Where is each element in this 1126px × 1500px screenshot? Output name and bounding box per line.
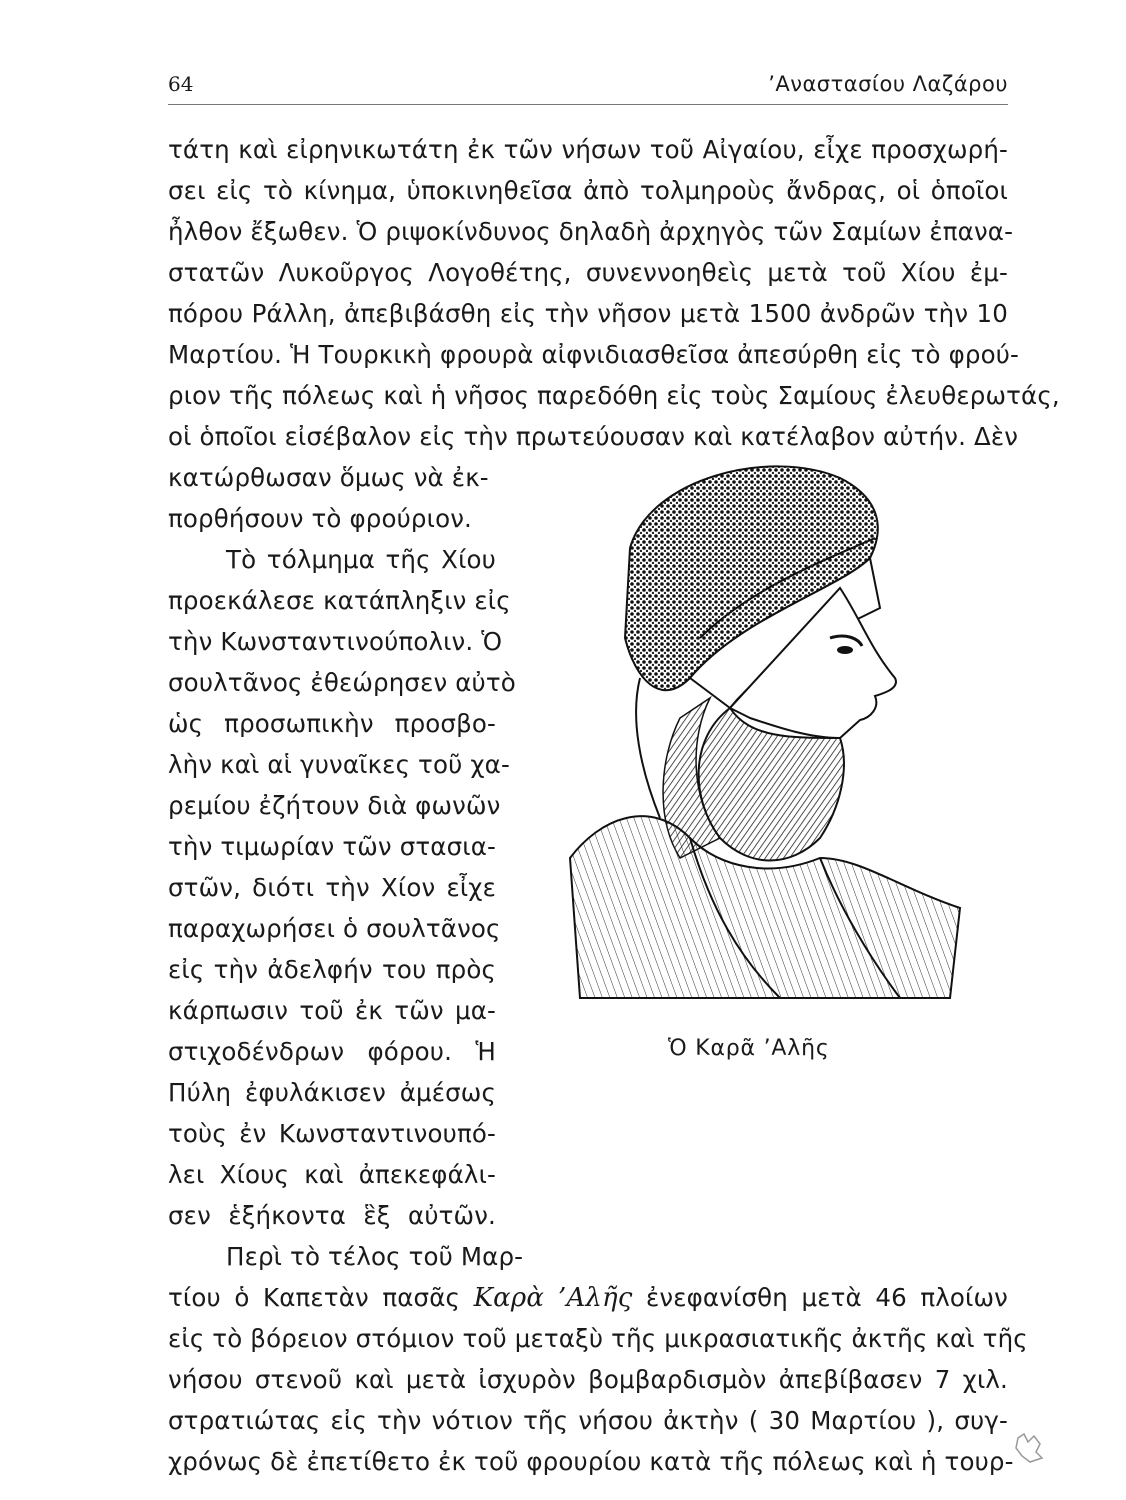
text-line: Τὸ τόλμημα τῆς Χίου [226, 545, 496, 574]
text-line: οἱ ὁποῖοι εἰσέβαλον εἰς τὴν πρωτεύουσαν καὶ κατέλαβον αὐτήν. Δὲν [168, 422, 1019, 451]
text-line: λὴν καὶ αἱ γυναῖκες τοῦ χα- [168, 750, 510, 779]
text-line: σουλτᾶνος ἐθεώρησεν αὐτὸ [168, 668, 516, 697]
page-number: 64 [168, 72, 194, 96]
text-line: Περὶ τὸ τέλος τοῦ Μαρ- [226, 1242, 524, 1271]
text-line: Πύλη ἐφυλάκισεν ἀμέσως [168, 1078, 496, 1107]
text-before-name: τίου ὁ Καπετὰν πασᾶς [168, 1283, 461, 1312]
portrait-engraving [540, 438, 990, 1018]
text-line: προεκάλεσε κατάπληξιν εἰς [168, 586, 511, 615]
text-line: σει εἰς τὸ κίνημα, ὑποκινηθεῖσα ἀπὸ τολμηροὺς ἄνδρας, οἱ ὁποῖοι [168, 176, 1008, 205]
text-line: στατῶν Λυκοῦργος Λογοθέτης, συνεννοηθεὶς μετὰ τοῦ Χίου ἐμ- [168, 258, 1008, 287]
header-rule [168, 104, 1008, 105]
running-title: ’Αναστασίου Λαζάρου [768, 72, 1008, 96]
text-line: χρόνως δὲ ἐπετίθετο ἐκ τοῦ φρουρίου κατὰ τῆς πόλεως καὶ ἡ τουρ- [168, 1447, 1014, 1476]
text-line: πορθήσουν τὸ φρούριον. [168, 504, 472, 533]
text-line: εἰς τὸ βόρειον στόμιον τοῦ μεταξὺ τῆς μικρασιατικῆς ἀκτῆς καὶ τῆς [168, 1324, 1028, 1353]
text-line: λει Χίους καὶ ἀπεκεφάλι- [168, 1160, 496, 1189]
text-line: παραχωρήσει ὁ σουλτᾶνος [168, 914, 501, 943]
text-line: στιχοδένδρων φόρου. Ἡ [168, 1037, 496, 1066]
text-line: τοὺς ἐν Κωνσταντινουπό- [168, 1119, 496, 1148]
text-line: πόρου Ράλλη, ἀπεβιβάσθη εἰς τὴν νῆσον μετὰ 1500 ἀνδρῶν τὴν 10 [168, 299, 1008, 328]
text-after-name: ἐνεφανίσθη μετὰ 46 πλοίων [645, 1283, 1008, 1312]
text-line: ἦλθον ἔξωθεν. Ὁ ριψοκίνδυνος δηλαδὴ ἀρχηγὸς τῶν Σαμίων ἐπανα- [168, 217, 1014, 246]
page-header [168, 72, 1008, 106]
text-line: εἰς τὴν ἀδελφήν του πρὸς [168, 955, 496, 984]
text-line: σεν ἑξήκοντα ἓξ αὐτῶν. [168, 1201, 496, 1230]
text-line-with-italic [168, 1278, 1008, 1318]
text-line: ρεμίου ἐζήτουν διὰ φωνῶν [168, 791, 501, 820]
figure-caption: Ὁ Καρᾶ ’Αλῆς [668, 1036, 830, 1061]
text-line: νήσου στενοῦ καὶ μετὰ ἰσχυρὸν βομβαρδισμὸν ἀπεβίβασεν 7 χιλ. [168, 1365, 1008, 1394]
italic-name: Καρὰ ’Αλῆς [473, 1283, 633, 1313]
text-line: τάτη καὶ εἰρηνικωτάτη ἐκ τῶν νήσων τοῦ Αἰγαίου, εἶχε προσχωρή- [168, 135, 1008, 164]
text-line: στρατιώτας εἰς τὴν νότιον τῆς νήσου ἀκτὴν ( 30 Μαρτίου ), συγ- [168, 1406, 1008, 1435]
text-line: κάρπωσιν τοῦ ἐκ τῶν μα- [168, 996, 496, 1025]
text-line: στῶν, διότι τὴν Χίον εἶχε [168, 873, 496, 902]
text-line: τὴν τιμωρίαν τῶν στασια- [168, 832, 496, 861]
text-line: κατώρθωσαν ὅμως νὰ ἐκ- [168, 463, 489, 492]
text-line: ὡς προσωπικὴν προσβο- [168, 709, 496, 738]
text-line: τὴν Κωνσταντινούπολιν. Ὁ [168, 627, 503, 656]
text-line: ριον τῆς πόλεως καὶ ἡ νῆσος παρεδόθη εἰς τοὺς Σαμίους ἐλευθερωτάς, [168, 381, 1060, 410]
text-line: Μαρτίου. Ἡ Τουρκικὴ φρουρὰ αἰφνιδιασθεῖσα ἀπεσύρθη εἰς τὸ φρού- [168, 340, 1020, 369]
library-stamp-mark [1010, 1428, 1050, 1468]
